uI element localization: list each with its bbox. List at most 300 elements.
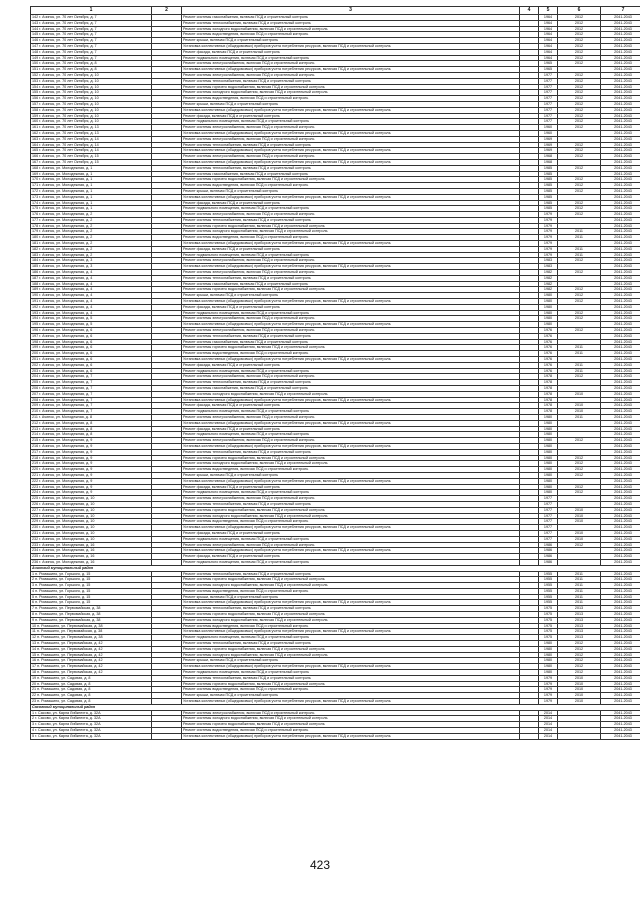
build-year-cell: 1983 xyxy=(539,264,558,270)
period-cell: 2041-2043 xyxy=(601,675,640,681)
build-year-cell: 1955 xyxy=(539,600,558,606)
address-cell: 204 г. Ачинск, ул. Молодежная, д. 7 xyxy=(31,374,152,380)
build-year-cell: 1964 xyxy=(539,38,558,44)
address-cell: 227 г. Ачинск, ул. Молодежная, д. 10 xyxy=(31,507,152,513)
period-cell: 2041-2043 xyxy=(601,270,640,276)
build-year-cell: 1975 xyxy=(539,623,558,629)
address-cell: 234 г. Ачинск, ул. Молодежная, д. 16 xyxy=(31,548,152,554)
build-year-cell: 2014 xyxy=(539,722,558,728)
address-cell: 211 г. Ачинск, ул. Молодежная, д. 8 xyxy=(31,414,152,420)
period-cell: 2041-2043 xyxy=(601,322,640,328)
address-cell: 7 п. Ромашино, ул. Первомайская, д. 38 xyxy=(31,606,152,612)
work-type-cell: Ремонт подвального помещения, включая ПСД и строительный контроль xyxy=(182,368,520,374)
build-year-cell: 1985 xyxy=(539,188,558,194)
address-cell: 194 г. Ачинск, ул. Молодежная, д. 5 xyxy=(31,316,152,322)
build-year-cell: 1977 xyxy=(539,78,558,84)
build-year-cell: 1977 xyxy=(539,496,558,502)
last-repair-cell: 2012 xyxy=(558,258,601,264)
period-cell: 2041-2043 xyxy=(601,635,640,641)
address-cell: 143 г. Ачинск, ул. 70 лет Октября, д. 7 xyxy=(31,20,152,26)
period-cell: 2041-2043 xyxy=(601,49,640,55)
build-year-cell: 1978 xyxy=(539,397,558,403)
work-type-cell: Ремонт системы электроснабжения, включая ПСД и строительный контроль xyxy=(182,136,520,142)
build-year-cell: 1977 xyxy=(539,513,558,519)
address-cell: 4 п. Ромашино, ул. Горького, д. 15 xyxy=(31,588,152,594)
period-cell: 2041-2043 xyxy=(601,559,640,565)
period-cell: 2041-2043 xyxy=(601,664,640,670)
address-cell: 187 г. Ачинск, ул. Молодежная, д. 4 xyxy=(31,275,152,281)
last-repair-cell: 2010 xyxy=(558,681,601,687)
period-cell: 2041-2043 xyxy=(601,420,640,426)
work-type-cell: Ремонт системы электроснабжения, включая ПСД и строительный контроль xyxy=(182,542,520,548)
last-repair-cell: 2010 xyxy=(558,536,601,542)
address-cell: 146 г. Ачинск, ул. 70 лет Октября, д. 7 xyxy=(31,38,152,44)
work-type-cell: Ремонт системы теплоснабжения, включая ПСД и строительный контроль xyxy=(182,142,520,148)
period-cell: 2041-2043 xyxy=(601,501,640,507)
address-cell: 23 п. Ромашино, ул. Садовая, д. 8 xyxy=(31,699,152,705)
build-year-cell: 1968 xyxy=(539,154,558,160)
work-type-cell: Ремонт фасада, включая ПСД и строительный контроль xyxy=(182,304,520,310)
address-cell: 147 г. Ачинск, ул. 70 лет Октября, д. 7 xyxy=(31,43,152,49)
address-cell: 16 п. Ромашино, ул. Первомайская, д. 42 xyxy=(31,658,152,664)
address-cell: 201 г. Ачинск, ул. Молодежная, д. 6 xyxy=(31,357,152,363)
build-year-cell: 1979 xyxy=(539,246,558,252)
build-year-cell: 1955 xyxy=(539,571,558,577)
work-type-cell: Ремонт системы горячего водоснабжения, включая ПСД и строительный контроль xyxy=(182,507,520,513)
build-year-cell: 1985 xyxy=(539,171,558,177)
period-cell: 2041-2043 xyxy=(601,536,640,542)
build-year-cell: 1975 xyxy=(539,606,558,612)
last-repair-cell: 2012 xyxy=(558,652,601,658)
period-cell: 2041-2043 xyxy=(601,212,640,218)
work-type-cell: Ремонт системы электроснабжения, включая ПСД и строительный контроль xyxy=(182,374,520,380)
build-year-cell: 1980 xyxy=(539,432,558,438)
work-type-cell: Ремонт подвального помещения, включая ПСД и строительный контроль xyxy=(182,252,520,258)
register-sheet xyxy=(30,6,632,740)
period-cell: 2041-2043 xyxy=(601,61,640,67)
work-type-cell: Ремонт подвального помещения, включая ПСД и строительный контроль xyxy=(182,119,520,125)
work-type-cell: Ремонт системы электроснабжения, включая ПСД и строительный контроль xyxy=(182,438,520,444)
build-year-cell: 1964 xyxy=(539,32,558,38)
build-year-cell: 1982 xyxy=(539,287,558,293)
period-cell: 2041-2043 xyxy=(601,154,640,160)
build-year-cell: 1977 xyxy=(539,525,558,531)
build-year-cell: 1978 xyxy=(539,409,558,415)
work-type-cell: Ремонт системы теплоснабжения, включая ПСД и строительный контроль xyxy=(182,675,520,681)
period-cell: 2041-2043 xyxy=(601,119,640,125)
build-year-cell: 1978 xyxy=(539,386,558,392)
section-title: Сасовский муниципальный район xyxy=(31,704,640,710)
period-cell: 2041-2043 xyxy=(601,409,640,415)
work-type-cell: Ремонт системы водоотведения, включая ПСД и строительный контроль xyxy=(182,519,520,525)
last-repair-cell: 2012 xyxy=(558,177,601,183)
period-cell: 2041-2043 xyxy=(601,275,640,281)
build-year-cell: 1983 xyxy=(539,258,558,264)
address-cell: 19 п. Ромашино, ул. Садовая, д. 8 xyxy=(31,675,152,681)
work-type-cell: Установка коллективных (общедомовых) приборов учета потребления ресурсов, включая ПСД и строительный контроль xyxy=(182,478,520,484)
work-type-cell: Ремонт системы теплоснабжения, включая ПСД и строительный контроль xyxy=(182,449,520,455)
build-year-cell: 1979 xyxy=(539,229,558,235)
address-cell: 170 г. Ачинск, ул. Молодежная, д. 1 xyxy=(31,177,152,183)
period-cell: 2041-2043 xyxy=(601,217,640,223)
last-repair-cell: 2012 xyxy=(558,287,601,293)
address-cell: 6 п. Ромашино, ул. Горького, д. 15 xyxy=(31,600,152,606)
address-cell: 155 г. Ачинск, ул. 70 лет Октября, д. 10 xyxy=(31,90,152,96)
last-repair-cell: 2011 xyxy=(558,594,601,600)
period-cell: 2041-2043 xyxy=(601,530,640,536)
build-year-cell: 1978 xyxy=(539,391,558,397)
build-year-cell: 1980 xyxy=(539,490,558,496)
build-year-cell: 2014 xyxy=(539,716,558,722)
period-cell: 2041-2043 xyxy=(601,496,640,502)
work-type-cell: Ремонт системы газоснабжения, включая ПСД и строительный контроль xyxy=(182,171,520,177)
work-type-cell: Установка коллективных (общедомовых) приборов учета потребления ресурсов, включая ПСД и строительный контроль xyxy=(182,107,520,113)
build-year-cell: 1965 xyxy=(539,61,558,67)
address-cell: 223 г. Ачинск, ул. Молодежная, д. 9 xyxy=(31,484,152,490)
build-year-cell: 1980 xyxy=(539,467,558,473)
work-type-cell: Ремонт системы горячего водоснабжения, включая ПСД и строительный контроль xyxy=(182,577,520,583)
section-title: Ачинский муниципальный район xyxy=(31,565,640,571)
work-type-cell: Ремонт системы теплоснабжения, включая ПСД и строительный контроль xyxy=(182,641,520,647)
work-type-cell: Ремонт системы теплоснабжения, включая ПСД и строительный контроль xyxy=(182,275,520,281)
work-type-cell: Ремонт системы горячего водоснабжения, включая ПСД и строительный контроль xyxy=(182,681,520,687)
address-cell: 13 п. Ромашино, ул. Первомайская, д. 42 xyxy=(31,641,152,647)
work-type-cell: Ремонт крыши, включая ПСД и строительный контроль xyxy=(182,693,520,699)
last-repair-cell: 2012 xyxy=(558,148,601,154)
build-year-cell: 1980 xyxy=(539,426,558,432)
last-repair-cell: 2012 xyxy=(558,270,601,276)
address-cell: 210 г. Ачинск, ул. Молодежная, д. 7 xyxy=(31,409,152,415)
period-cell: 2041-2043 xyxy=(601,554,640,560)
build-year-cell: 1980 xyxy=(539,299,558,305)
address-cell: 206 г. Ачинск, ул. Молодежная, д. 7 xyxy=(31,386,152,392)
address-cell: 203 г. Ачинск, ул. Молодежная, д. 6 xyxy=(31,368,152,374)
header-row xyxy=(31,7,640,15)
last-repair-cell: 2010 xyxy=(558,693,601,699)
address-cell: 156 г. Ачинск, ул. 70 лет Октября, д. 10 xyxy=(31,96,152,102)
last-repair-cell: 2012 xyxy=(558,20,601,26)
work-type-cell: Ремонт системы теплоснабжения, включая ПСД и строительный контроль xyxy=(182,571,520,577)
build-year-cell: 1975 xyxy=(539,612,558,618)
address-cell: 14 п. Ромашино, ул. Первомайская, д. 42 xyxy=(31,646,152,652)
address-cell: 230 г. Ачинск, ул. Молодежная, д. 10 xyxy=(31,525,152,531)
work-type-cell: Ремонт подвального помещения, включая ПСД и строительный контроль xyxy=(182,536,520,542)
period-cell: 2041-2043 xyxy=(601,188,640,194)
work-type-cell: Ремонт системы электроснабжения, включая ПСД и строительный контроль xyxy=(182,316,520,322)
last-repair-cell: 2010 xyxy=(558,391,601,397)
build-year-cell: 1985 xyxy=(539,206,558,212)
last-repair-cell: 2012 xyxy=(558,310,601,316)
last-repair-cell: 2012 xyxy=(558,316,601,322)
address-cell: 200 г. Ачинск, ул. Молодежная, д. 6 xyxy=(31,351,152,357)
work-type-cell: Ремонт крыши, включая ПСД и строительный контроль xyxy=(182,594,520,600)
last-repair-cell: 2011 xyxy=(558,571,601,577)
work-type-cell: Установка коллективных (общедомовых) приборов учета потребления ресурсов, включая ПСД и строительный контроль xyxy=(182,148,520,154)
work-type-cell: Ремонт подвального помещения, включая ПСД и строительный контроль xyxy=(182,310,520,316)
period-cell: 2041-2043 xyxy=(601,78,640,84)
build-year-cell: 1985 xyxy=(539,183,558,189)
address-cell: 21 п. Ромашино, ул. Садовая, д. 8 xyxy=(31,687,152,693)
address-cell: 152 г. Ачинск, ул. 70 лет Октября, д. 10 xyxy=(31,72,152,78)
last-repair-cell: 2010 xyxy=(558,675,601,681)
build-year-cell: 1964 xyxy=(539,43,558,49)
last-repair-cell: 2012 xyxy=(558,183,601,189)
address-cell: 144 г. Ачинск, ул. 70 лет Октября, д. 7 xyxy=(31,26,152,32)
build-year-cell: 1979 xyxy=(539,235,558,241)
last-repair-cell: 2012 xyxy=(558,90,601,96)
period-cell: 2041-2043 xyxy=(601,293,640,299)
build-year-cell: 1985 xyxy=(539,200,558,206)
last-repair-cell: 2012 xyxy=(558,490,601,496)
period-cell: 2041-2043 xyxy=(601,148,640,154)
period-cell: 2041-2043 xyxy=(601,577,640,583)
build-year-cell: 1977 xyxy=(539,501,558,507)
build-year-cell: 1977 xyxy=(539,96,558,102)
period-cell: 2041-2043 xyxy=(601,246,640,252)
period-cell: 2041-2043 xyxy=(601,252,640,258)
last-repair-cell: 2010 xyxy=(558,403,601,409)
period-cell: 2041-2043 xyxy=(601,484,640,490)
address-cell: 164 г. Ачинск, ул. 70 лет Октября, д. 14 xyxy=(31,142,152,148)
address-cell: 157 г. Ачинск, ул. 70 лет Октября, д. 10 xyxy=(31,101,152,107)
work-type-cell: Ремонт системы электроснабжения, включая ПСД и строительный контроль xyxy=(182,61,520,67)
work-type-cell: Ремонт системы теплоснабжения, включая ПСД и строительный контроль xyxy=(182,606,520,612)
last-repair-cell: 2012 xyxy=(558,119,601,125)
work-type-cell: Ремонт системы холодного водоснабжения, включая ПСД и строительный контроль xyxy=(182,583,520,589)
work-type-cell: Ремонт системы горячего водоснабжения, включая ПСД и строительный контроль xyxy=(182,646,520,652)
period-cell: 2041-2043 xyxy=(601,380,640,386)
address-cell: 177 г. Ачинск, ул. Молодежная, д. 2 xyxy=(31,217,152,223)
work-type-cell: Ремонт системы водоотведения, включая ПСД и строительный контроль xyxy=(182,728,520,734)
work-type-cell: Установка коллективных (общедомовых) приборов учета потребления ресурсов, включая ПСД и строительный контроль xyxy=(182,299,520,305)
address-cell: 189 г. Ачинск, ул. Молодежная, д. 4 xyxy=(31,287,152,293)
build-year-cell: 1979 xyxy=(539,217,558,223)
last-repair-cell: 2012 xyxy=(558,646,601,652)
period-cell: 2041-2043 xyxy=(601,374,640,380)
period-cell: 2041-2043 xyxy=(601,641,640,647)
last-repair-cell: 2010 xyxy=(558,507,601,513)
column-header: 6 xyxy=(558,7,601,15)
address-cell: 205 г. Ачинск, ул. Молодежная, д. 7 xyxy=(31,380,152,386)
period-cell: 2041-2043 xyxy=(601,264,640,270)
build-year-cell: 1968 xyxy=(539,159,558,165)
period-cell: 2041-2043 xyxy=(601,159,640,165)
col2-cell xyxy=(152,733,182,739)
work-type-cell: Ремонт системы электроснабжения, включая ПСД и строительный контроль xyxy=(182,212,520,218)
period-cell: 2041-2043 xyxy=(601,588,640,594)
period-cell: 2041-2043 xyxy=(601,687,640,693)
period-cell: 2041-2043 xyxy=(601,722,640,728)
period-cell: 2041-2043 xyxy=(601,345,640,351)
last-repair-cell: 2012 xyxy=(558,484,601,490)
last-repair-cell: 2012 xyxy=(558,125,601,131)
work-type-cell: Установка коллективных (общедомовых) приборов учета потребления ресурсов, включая ПСД и строительный контроль xyxy=(182,322,520,328)
address-cell: 145 г. Ачинск, ул. 70 лет Октября, д. 7 xyxy=(31,32,152,38)
build-year-cell: 1955 xyxy=(539,577,558,583)
address-cell: 231 г. Ачинск, ул. Молодежная, д. 10 xyxy=(31,530,152,536)
last-repair-cell: 2012 xyxy=(558,293,601,299)
build-year-cell: 1986 xyxy=(539,542,558,548)
period-cell: 2041-2043 xyxy=(601,733,640,739)
build-year-cell: 1976 xyxy=(539,368,558,374)
last-repair-cell: 2012 xyxy=(558,467,601,473)
period-cell: 2041-2043 xyxy=(601,96,640,102)
column-header: 1 xyxy=(31,7,152,15)
table-row xyxy=(31,733,640,739)
address-cell: 202 г. Ачинск, ул. Молодежная, д. 6 xyxy=(31,362,152,368)
work-type-cell: Установка коллективных (общедомовых) приборов учета потребления ресурсов, включая ПСД и строительный контроль xyxy=(182,43,520,49)
build-year-cell: 1986 xyxy=(539,548,558,554)
column-header: 5 xyxy=(539,7,558,15)
work-type-cell: Ремонт подвального помещения, включая ПСД и строительный контроль xyxy=(182,432,520,438)
last-repair-cell: 2010 xyxy=(558,530,601,536)
period-cell: 2041-2043 xyxy=(601,55,640,61)
work-type-cell: Ремонт крыши, включая ПСД и строительный контроль xyxy=(182,293,520,299)
address-cell: 225 г. Ачинск, ул. Молодежная, д. 10 xyxy=(31,496,152,502)
address-cell: 219 г. Ачинск, ул. Молодежная, д. 9 xyxy=(31,461,152,467)
last-repair-cell: 2012 xyxy=(558,472,601,478)
work-type-cell: Ремонт фасада, включая ПСД и строительный контроль xyxy=(182,113,520,119)
build-year-cell: 1978 xyxy=(539,380,558,386)
build-year-cell: 1980 xyxy=(539,304,558,310)
build-year-cell: 1979 xyxy=(539,699,558,705)
last-repair-cell: 2012 xyxy=(558,38,601,44)
last-repair-cell: 2011 xyxy=(558,588,601,594)
build-year-cell: 1979 xyxy=(539,241,558,247)
work-type-cell: Установка коллективных (общедомовых) приборов учета потребления ресурсов, включая ПСД и строительный контроль xyxy=(182,67,520,73)
column-header: 4 xyxy=(520,7,539,15)
address-cell: 18 п. Ромашино, ул. Первомайская, д. 42 xyxy=(31,670,152,676)
work-type-cell: Ремонт фасада, включая ПСД и строительный контроль xyxy=(182,49,520,55)
period-cell: 2041-2043 xyxy=(601,287,640,293)
build-year-cell: 1977 xyxy=(539,119,558,125)
last-repair-cell: 2010 xyxy=(558,409,601,415)
address-cell: 150 г. Ачинск, ул. 70 лет Октября, д. 8 xyxy=(31,61,152,67)
period-cell: 2041-2043 xyxy=(601,467,640,473)
work-type-cell: Установка коллективных (общедомовых) приборов учета потребления ресурсов, включая ПСД и строительный контроль xyxy=(182,420,520,426)
period-cell: 2041-2043 xyxy=(601,130,640,136)
address-cell: 168 г. Ачинск, ул. Молодежная, д. 1 xyxy=(31,165,152,171)
work-type-cell: Ремонт системы холодного водоснабжения, включая ПСД и строительный контроль xyxy=(182,716,520,722)
period-cell: 2041-2043 xyxy=(601,362,640,368)
period-cell: 2041-2043 xyxy=(601,710,640,716)
address-cell: 212 г. Ачинск, ул. Молодежная, д. 8 xyxy=(31,420,152,426)
period-cell: 2041-2043 xyxy=(601,357,640,363)
build-year-cell: 1976 xyxy=(539,362,558,368)
build-year-cell: 1978 xyxy=(539,403,558,409)
work-type-cell: Ремонт системы горячего водоснабжения, включая ПСД и строительный контроль xyxy=(182,722,520,728)
work-type-cell: Ремонт фасада, включая ПСД и строительный контроль xyxy=(182,554,520,560)
build-year-cell: 1975 xyxy=(539,617,558,623)
last-repair-cell: 2013 xyxy=(558,623,601,629)
last-repair-cell: 2012 xyxy=(558,670,601,676)
build-year-cell: 1980 xyxy=(539,658,558,664)
work-type-cell: Ремонт фасада, включая ПСД и строительный контроль xyxy=(182,530,520,536)
address-cell: 3 г. Сасово, ул. Карла Либкнехта, д. 32А xyxy=(31,722,152,728)
work-type-cell: Ремонт подвального помещения, включая ПСД и строительный контроль xyxy=(182,635,520,641)
build-year-cell: 1980 xyxy=(539,449,558,455)
period-cell: 2041-2043 xyxy=(601,612,640,618)
period-cell: 2041-2043 xyxy=(601,101,640,107)
build-year-cell: 1980 xyxy=(539,664,558,670)
address-cell: 171 г. Ачинск, ул. Молодежная, д. 1 xyxy=(31,183,152,189)
last-repair-cell: 2013 xyxy=(558,617,601,623)
last-repair-cell: 2010 xyxy=(558,687,601,693)
work-type-cell: Установка коллективных (общедомовых) приборов учета потребления ресурсов, включая ПСД и строительный контроль xyxy=(182,600,520,606)
register-body xyxy=(31,7,640,740)
last-repair-cell: 2012 xyxy=(558,72,601,78)
work-type-cell: Установка коллективных (общедомовых) приборов учета потребления ресурсов, включая ПСД и строительный контроль xyxy=(182,264,520,270)
last-repair-cell: 2010 xyxy=(558,519,601,525)
work-type-cell: Ремонт фасада, включая ПСД и строительный контроль xyxy=(182,426,520,432)
build-year-cell: 1980 xyxy=(539,414,558,420)
work-type-cell: Ремонт системы водоотведения, включая ПСД и строительный контроль xyxy=(182,32,520,38)
work-type-cell: Ремонт системы горячего водоснабжения, включая ПСД и строительный контроль xyxy=(182,223,520,229)
work-type-cell: Ремонт подвального помещения, включая ПСД и строительный контроль xyxy=(182,559,520,565)
address-cell: 217 г. Ачинск, ул. Молодежная, д. 9 xyxy=(31,449,152,455)
address-cell: 2 п. Ромашино, ул. Горького, д. 15 xyxy=(31,577,152,583)
build-year-cell: 1980 xyxy=(539,641,558,647)
last-repair-cell: 2012 xyxy=(558,658,601,664)
address-cell: 190 г. Ачинск, ул. Молодежная, д. 4 xyxy=(31,293,152,299)
work-type-cell: Ремонт системы водоотведения, включая ПСД и строительный контроль xyxy=(182,467,520,473)
period-cell: 2041-2043 xyxy=(601,113,640,119)
last-repair-cell: 2012 xyxy=(558,542,601,548)
period-cell: 2041-2043 xyxy=(601,542,640,548)
period-cell: 2041-2043 xyxy=(601,310,640,316)
last-repair-cell: 2012 xyxy=(558,32,601,38)
last-repair-cell: 2012 xyxy=(558,142,601,148)
work-type-cell: Ремонт системы газоснабжения, включая ПСД и строительный контроль xyxy=(182,15,520,21)
period-cell: 2041-2043 xyxy=(601,328,640,334)
build-year-cell: 1979 xyxy=(539,212,558,218)
period-cell: 2041-2043 xyxy=(601,443,640,449)
last-repair-cell: 2012 xyxy=(558,206,601,212)
period-cell: 2041-2043 xyxy=(601,32,640,38)
address-cell: 224 г. Ачинск, ул. Молодежная, д. 9 xyxy=(31,490,152,496)
period-cell: 2041-2043 xyxy=(601,183,640,189)
period-cell: 2041-2043 xyxy=(601,194,640,200)
build-year-cell: 1980 xyxy=(539,484,558,490)
last-repair-cell: 2012 xyxy=(558,96,601,102)
work-type-cell: Установка коллективных (общедомовых) приборов учета потребления ресурсов, включая ПСД и строительный контроль xyxy=(182,733,520,739)
period-cell: 2041-2043 xyxy=(601,241,640,247)
build-year-cell: 1980 xyxy=(539,293,558,299)
address-cell: 165 г. Ачинск, ул. 70 лет Октября, д. 14 xyxy=(31,148,152,154)
work-type-cell: Ремонт системы холодного водоснабжения, включая ПСД и строительный контроль xyxy=(182,26,520,32)
address-cell: 158 г. Ачинск, ул. 70 лет Октября, д. 10 xyxy=(31,107,152,113)
last-repair-cell: 2012 xyxy=(558,455,601,461)
address-cell: 183 г. Ачинск, ул. Молодежная, д. 2 xyxy=(31,252,152,258)
address-cell: 214 г. Ачинск, ул. Молодежная, д. 8 xyxy=(31,432,152,438)
address-cell: 174 г. Ачинск, ул. Молодежная, д. 1 xyxy=(31,200,152,206)
period-cell: 2041-2043 xyxy=(601,43,640,49)
build-year-cell: 1986 xyxy=(539,559,558,565)
build-year-cell: 1980 xyxy=(539,310,558,316)
build-year-cell: 1980 xyxy=(539,652,558,658)
address-cell: 213 г. Ачинск, ул. Молодежная, д. 8 xyxy=(31,426,152,432)
last-repair-cell: 2012 xyxy=(558,641,601,647)
work-type-cell: Ремонт системы холодного водоснабжения, включая ПСД и строительный контроль xyxy=(182,513,520,519)
address-cell: 22 п. Ромашино, ул. Садовая, д. 8 xyxy=(31,693,152,699)
work-type-cell: Ремонт крыши, включая ПСД и строительный контроль xyxy=(182,658,520,664)
build-year-cell: 1969 xyxy=(539,142,558,148)
last-repair-cell: 2011 xyxy=(558,583,601,589)
build-year-cell: 1975 xyxy=(539,635,558,641)
last-repair-cell: 2012 xyxy=(558,101,601,107)
last-repair-cell: 2011 xyxy=(558,362,601,368)
period-cell: 2041-2043 xyxy=(601,716,640,722)
